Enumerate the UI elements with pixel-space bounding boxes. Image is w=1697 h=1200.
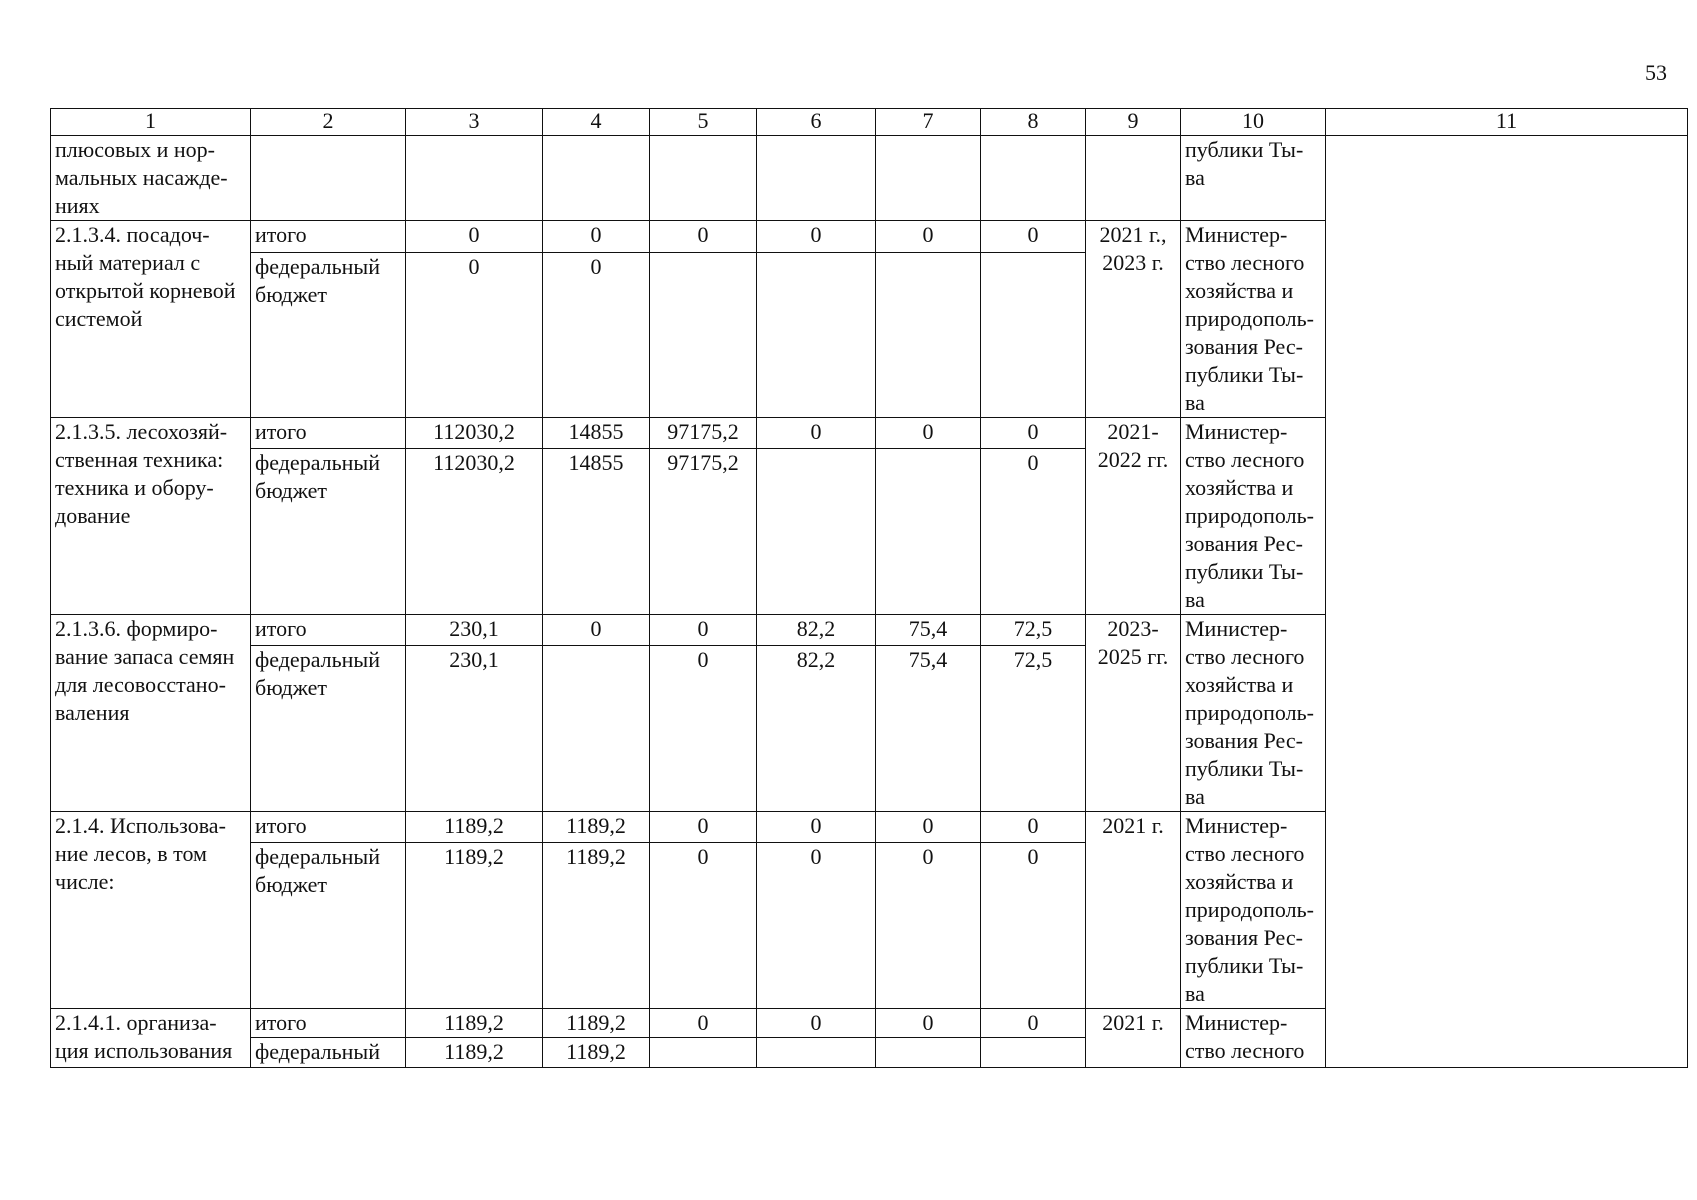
value-cell — [981, 136, 1086, 221]
value-cell-c5 — [650, 252, 757, 417]
value-cell-c5: 97175,2 — [650, 418, 757, 449]
funding-source: федеральный бюджет — [251, 252, 406, 417]
column-number: 4 — [543, 109, 650, 136]
value-cell-c6: 0 — [757, 1009, 876, 1038]
value-cell-c3: 230,1 — [406, 615, 543, 646]
value-cell-c7: 75,4 — [876, 646, 981, 812]
value-cell-c6 — [757, 252, 876, 417]
value-cell-c4: 14855 — [543, 449, 650, 615]
value-cell-c5: 97175,2 — [650, 449, 757, 615]
value-cell-c4: 1189,2 — [543, 1038, 650, 1068]
value-cell-c5: 0 — [650, 646, 757, 812]
funding-source: итого — [251, 221, 406, 253]
funding-source: федеральный бюджет — [251, 843, 406, 1009]
value-cell-c8: 0 — [981, 418, 1086, 449]
value-cell-c8: 0 — [981, 449, 1086, 615]
funding-source: итого — [251, 1009, 406, 1038]
value-cell-c4: 1189,2 — [543, 812, 650, 843]
value-cell-c6: 0 — [757, 843, 876, 1009]
value-cell-c4: 1189,2 — [543, 1009, 650, 1038]
activity-name: 2.1.4.1. организа- ция использования — [51, 1009, 251, 1068]
value-cell-c8: 0 — [981, 221, 1086, 253]
value-cell-c6 — [757, 449, 876, 615]
budget-table — [50, 108, 1688, 1068]
value-cell — [650, 136, 757, 221]
value-cell-c4: 0 — [543, 615, 650, 646]
funding-source: итого — [251, 812, 406, 843]
value-cell-c8 — [981, 252, 1086, 417]
value-cell-c5: 0 — [650, 615, 757, 646]
executor: Министер- ство лесного хозяйства и природополь- зования Рес- публики Ты- ва — [1181, 615, 1326, 812]
implementation-period: 2021- 2022 гг. — [1086, 418, 1181, 615]
value-cell-c4: 0 — [543, 252, 650, 417]
value-cell-c5: 0 — [650, 1009, 757, 1038]
executor: Министер- ство лесного — [1181, 1009, 1326, 1068]
page-number: 53 — [1645, 60, 1667, 85]
column-number: 10 — [1181, 109, 1326, 136]
column-number: 6 — [757, 109, 876, 136]
funding-source: итого — [251, 615, 406, 646]
value-cell-c4: 0 — [543, 221, 650, 253]
value-cell-c8: 0 — [981, 1009, 1086, 1038]
value-cell-c6: 0 — [757, 221, 876, 253]
value-cell-c7 — [876, 252, 981, 417]
funding-source: федеральный бюджет — [251, 646, 406, 812]
value-cell-c3: 112030,2 — [406, 449, 543, 615]
column-number: 2 — [251, 109, 406, 136]
value-cell — [876, 136, 981, 221]
value-cell-c6: 82,2 — [757, 646, 876, 812]
value-cell — [406, 136, 543, 221]
column-number: 8 — [981, 109, 1086, 136]
value-cell-c7: 0 — [876, 1009, 981, 1038]
funding-source: федеральный — [251, 1038, 406, 1068]
value-cell-c3: 0 — [406, 221, 543, 253]
value-cell-c8: 0 — [981, 812, 1086, 843]
value-cell-c6 — [757, 1038, 876, 1068]
value-cell — [543, 136, 650, 221]
value-cell-c3: 1189,2 — [406, 812, 543, 843]
executor: публики Ты- ва — [1181, 136, 1326, 221]
implementation-period: 2023- 2025 гг. — [1086, 615, 1181, 812]
activity-name: 2.1.3.5. лесохозяй- ственная техника: техника и обору- дование — [51, 418, 251, 615]
implementation-period: 2021 г., 2023 г. — [1086, 221, 1181, 418]
value-cell — [757, 136, 876, 221]
value-cell-c5: 0 — [650, 843, 757, 1009]
value-cell-c3: 230,1 — [406, 646, 543, 812]
executor: Министер- ство лесного хозяйства и природополь- зования Рес- публики Ты- ва — [1181, 812, 1326, 1009]
column-number: 11 — [1326, 109, 1688, 136]
activity-name: плюсовых и нор- мальных насажде- ниях — [51, 136, 251, 221]
value-cell-c8: 72,5 — [981, 646, 1086, 812]
value-cell-c4 — [543, 646, 650, 812]
value-cell-c8 — [981, 1038, 1086, 1068]
value-cell-c7: 0 — [876, 418, 981, 449]
column-number: 7 — [876, 109, 981, 136]
executor: Министер- ство лесного хозяйства и природополь- зования Рес- публики Ты- ва — [1181, 418, 1326, 615]
value-cell-c4: 14855 — [543, 418, 650, 449]
column-number-row — [51, 109, 1688, 136]
value-cell-c3: 112030,2 — [406, 418, 543, 449]
value-cell-c8: 72,5 — [981, 615, 1086, 646]
funding-source-cell — [251, 136, 406, 221]
activity-name: 2.1.3.6. формиро- вание запаса семян для лесовосстано- валения — [51, 615, 251, 812]
value-cell-c7: 0 — [876, 843, 981, 1009]
value-cell-c3: 1189,2 — [406, 843, 543, 1009]
value-cell-c6: 82,2 — [757, 615, 876, 646]
value-cell-c7: 0 — [876, 221, 981, 253]
column-number: 5 — [650, 109, 757, 136]
executor: Министер- ство лесного хозяйства и природополь- зования Рес- публики Ты- ва — [1181, 221, 1326, 418]
activity-name: 2.1.3.4. посадоч- ный материал с открытой корневой системой — [51, 221, 251, 418]
activity-name: 2.1.4. Использова- ние лесов, в том числе: — [51, 812, 251, 1009]
column-11-cell — [1326, 136, 1688, 1068]
value-cell-c7: 0 — [876, 812, 981, 843]
value-cell-c6: 0 — [757, 418, 876, 449]
value-cell-c4: 1189,2 — [543, 843, 650, 1009]
value-cell-c8: 0 — [981, 843, 1086, 1009]
funding-source: федеральный бюджет — [251, 449, 406, 615]
funding-source: итого — [251, 418, 406, 449]
column-number: 9 — [1086, 109, 1181, 136]
implementation-period: 2021 г. — [1086, 1009, 1181, 1068]
column-number: 1 — [51, 109, 251, 136]
value-cell-c5: 0 — [650, 812, 757, 843]
value-cell-c3: 1189,2 — [406, 1009, 543, 1038]
value-cell-c7 — [876, 1038, 981, 1068]
value-cell-c3: 1189,2 — [406, 1038, 543, 1068]
value-cell-c3: 0 — [406, 252, 543, 417]
continuation-row — [51, 136, 1688, 221]
value-cell-c7 — [876, 449, 981, 615]
implementation-period: 2021 г. — [1086, 812, 1181, 1009]
period-cell — [1086, 136, 1181, 221]
value-cell-c5 — [650, 1038, 757, 1068]
value-cell-c6: 0 — [757, 812, 876, 843]
value-cell-c5: 0 — [650, 221, 757, 253]
value-cell-c7: 75,4 — [876, 615, 981, 646]
column-number: 3 — [406, 109, 543, 136]
